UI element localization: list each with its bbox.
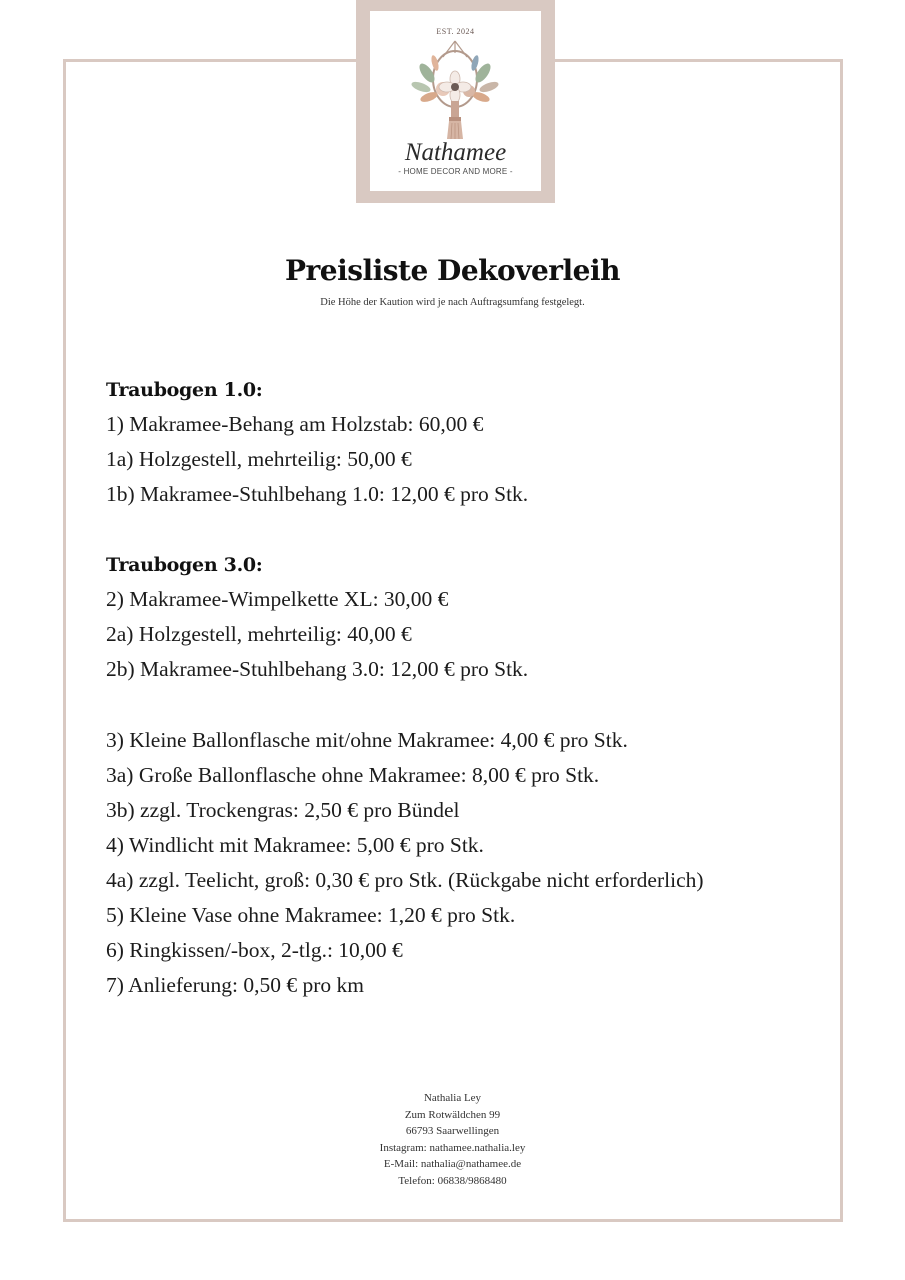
logo-panel	[370, 11, 541, 191]
spacer	[106, 512, 826, 548]
footer-name: Nathalia Ley	[423, 1092, 482, 1104]
price-item: 2a) Holzgestell, mehrteilig: 40,00 €	[106, 622, 412, 646]
logo-tagline: - HOME DECOR AND MORE -	[398, 167, 513, 176]
macrame-flower-icon	[405, 39, 505, 143]
page-subtitle: Die Höhe der Kaution wird je nach Auftragsumfang festgelegt.	[320, 297, 585, 308]
price-item: 7) Anlieferung: 0,50 € pro km	[106, 973, 364, 997]
price-item: 3b) zzgl. Trockengras: 2,50 € pro Bündel	[106, 798, 460, 822]
price-item: 1) Makramee-Behang am Holzstab: 60,00 €	[106, 412, 484, 436]
logo-est-text: EST. 2024	[436, 27, 475, 36]
footer-city: 66793 Saarwellingen	[405, 1125, 500, 1138]
logo-name: Nathamee	[404, 139, 507, 166]
price-item: 5) Kleine Vase ohne Makramee: 1,20 € pro Stk.	[106, 903, 516, 927]
footer-email: E-Mail: nathalia@nathamee.de	[383, 1158, 522, 1171]
price-list	[106, 373, 826, 1003]
price-item: 1a) Holzgestell, mehrteilig: 50,00 €	[106, 447, 412, 471]
price-item: 6) Ringkissen/-box, 2-tlg.: 10,00 €	[106, 938, 403, 962]
section-heading-traubogen-1: Traubogen 1.0:	[106, 379, 263, 401]
price-item: 4a) zzgl. Teelicht, groß: 0,30 € pro Stk. (Rückgabe nicht erforderlich)	[106, 868, 704, 892]
spacer	[106, 687, 826, 723]
contact-footer	[0, 1090, 905, 1190]
price-item: 3a) Große Ballonflasche ohne Makramee: 8,00 € pro Stk.	[106, 763, 600, 787]
price-item: 4) Windlicht mit Makramee: 5,00 € pro Stk.	[106, 833, 484, 857]
price-item: 3) Kleine Ballonflasche mit/ohne Makramee: 4,00 € pro Stk.	[106, 728, 628, 752]
price-item: 2) Makramee-Wimpelkette XL: 30,00 €	[106, 587, 449, 611]
price-item: 1b) Makramee-Stuhlbehang 1.0: 12,00 € pro Stk.	[106, 482, 529, 506]
footer-street: Zum Rotwäldchen 99	[404, 1108, 501, 1121]
price-item: 2b) Makramee-Stuhlbehang 3.0: 12,00 € pro Stk.	[106, 657, 529, 681]
footer-instagram: Instagram: nathamee.nathalia.ley	[379, 1141, 526, 1154]
logo-badge	[356, 0, 555, 203]
section-heading-traubogen-3: Traubogen 3.0:	[106, 554, 263, 576]
footer-phone: Telefon: 06838/9868480	[398, 1174, 507, 1187]
page-title: Preisliste Dekoverleih	[284, 254, 620, 287]
